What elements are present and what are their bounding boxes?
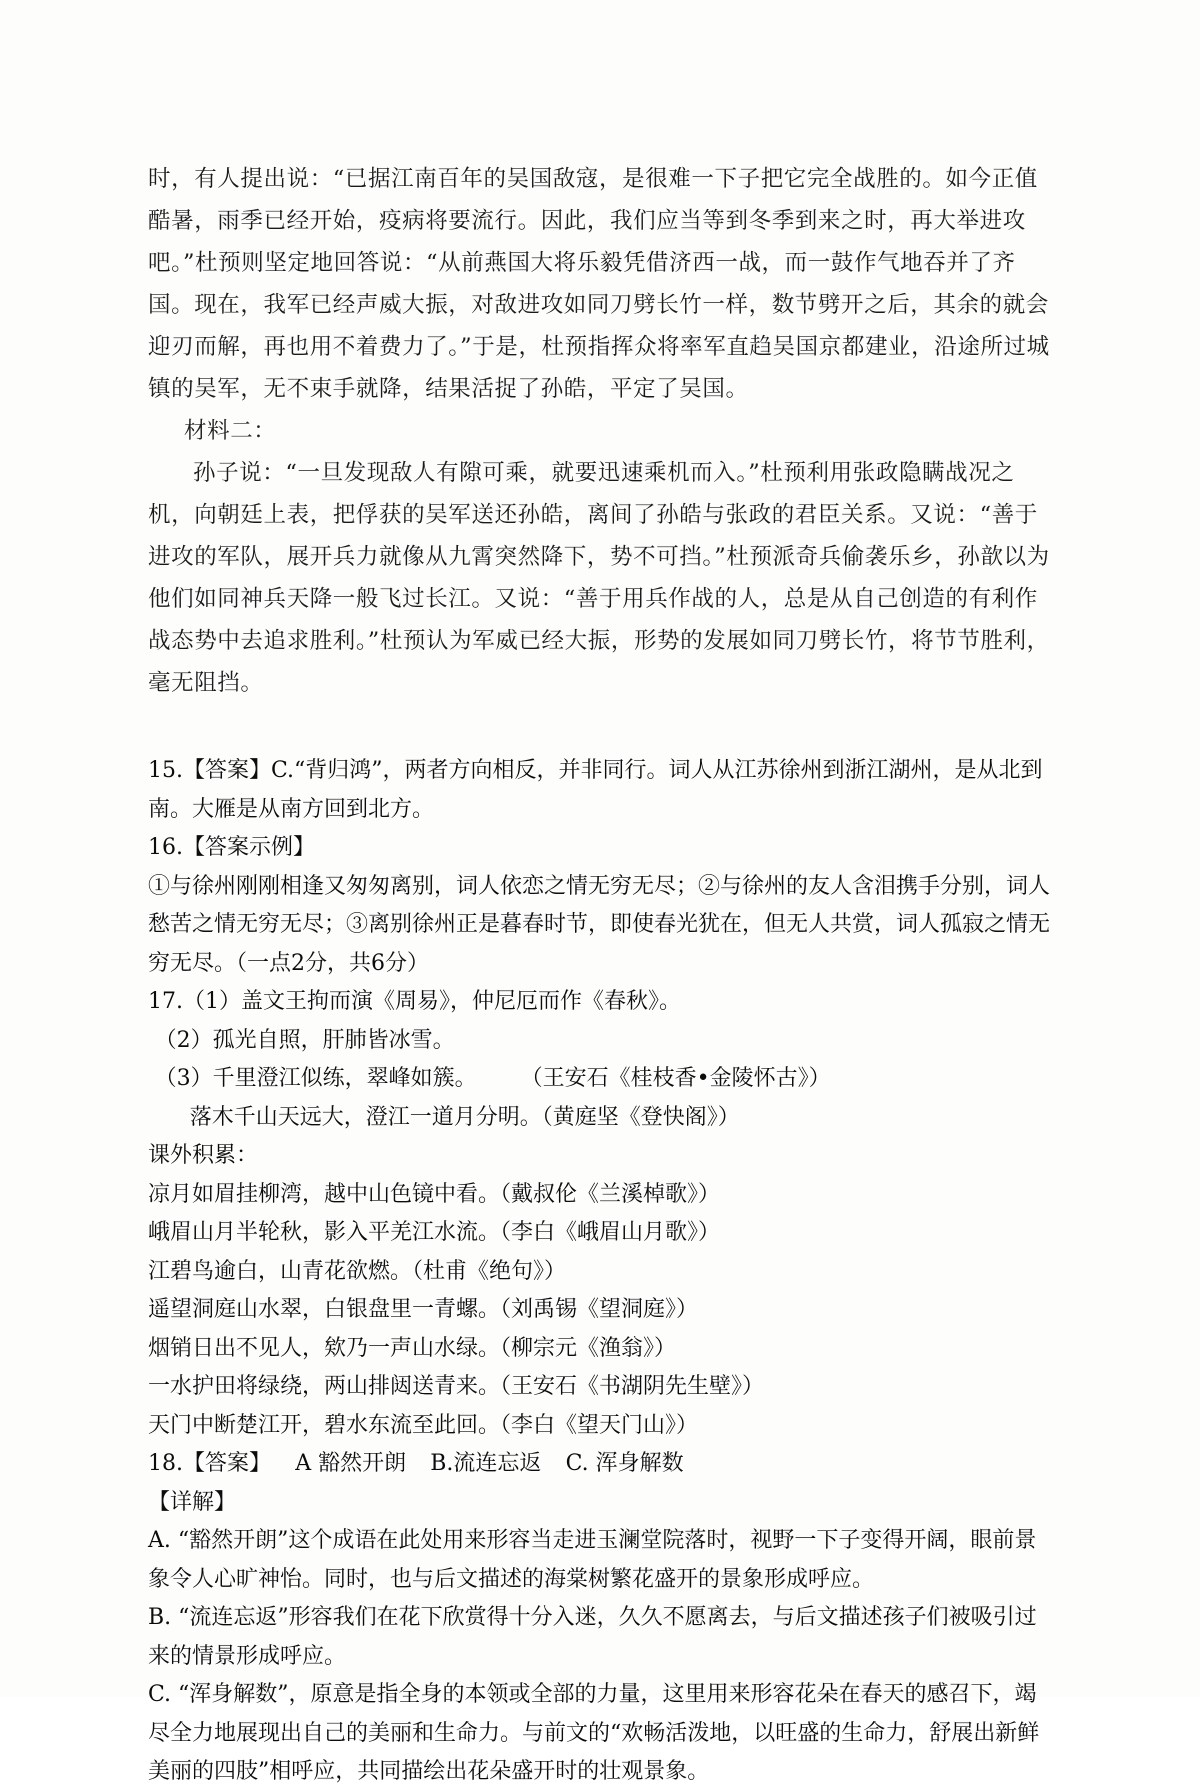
q17-extra-item: 凉月如眉挂柳湾，越中山色镜中看。（戴叔伦《兰溪棹歌》） [148, 1181, 721, 1207]
answers-section [148, 752, 1058, 1792]
q17-extra-item: 烟销日出不见人，欸乃一声山水绿。（柳宗元《渔翁》） [148, 1335, 677, 1361]
q18-detail-heading: 【详解】 [148, 1489, 237, 1515]
q17-extra-item: 一水护田将绿绕，两山排闼送青来。（王安石《书湖阴先生壁》） [148, 1374, 765, 1399]
q17-extra-item: 江碧鸟逾白，山青花欲燃。（杜甫《绝句》） [148, 1258, 567, 1284]
q17-line-4: 落木千山天远大，澄江一道月分明。（黄庭坚《登快阁》） [189, 1104, 740, 1130]
q16-answer: ①与徐州刚刚相逢又匆匆离别，词人依恋之情无穷无尽；②与徐州的友人含泪携手分别，词人愁苦之情无穷无尽；③离别徐州正是暮春时节，即使春光犹在，但无人共赏，词人孤寂之情无穷无尽。（一点2分，共6分） [148, 873, 1051, 976]
q17-extra-item: 峨眉山月半轮秋，影入平羌江水流。（李白《峨眉山月歌》） [148, 1220, 721, 1245]
q18-option-a: A 豁然开朗 [295, 1451, 407, 1476]
q18-detail-c: C. “浑身解数”，原意是指全身的本领或全部的力量，这里用来形容花朵在春天的感召下，竭尽全力地展现出自己的美丽和生命力。与前文的“欢畅活泼地，以旺盛的生命力，舒展出新鲜美丽的四肢”相呼应，共同描绘出花朵盛开时的壮观景象。 [148, 1682, 1040, 1784]
q18-detail-b: B. “流连忘返”形容我们在花下欣赏得十分入迷，久久不愿离去，与后文描述孩子们被吸引过来的情景形成呼应。 [148, 1605, 1037, 1669]
q18-prefix: 18.【答案】 [148, 1451, 271, 1476]
q17-extra-item: 天门中断楚江开，碧水东流至此回。（李白《望天门山》） [148, 1412, 699, 1438]
material-two-paragraph: 孙子说：“一旦发现敌人有隙可乘，就要迅速乘机而入。”杜预利用张政隐瞒战况之机，向朝廷上表，把俘获的吴军送还孙皓，离间了孙皓与张政的君臣关系。又说：“善于进攻的军队，展开兵力就像从九霄突然降下，势不可挡。”杜预派奇兵偷袭乐乡，孙歆以为他们如同神兵天降一般飞过长江。又说：“善于用兵作战的人，总是从自己创造的有利作战态势中去追求胜利。”杜预认为军威已经大振，形势的发展如同刀劈长竹，将节节胜利，毫无阻挡。 [148, 460, 1050, 696]
q17-extra-heading: 课外积累： [148, 1143, 259, 1168]
q16-title: 16.【答案示例】 [148, 835, 315, 860]
q18-option-c: C. 浑身解数 [565, 1451, 684, 1476]
q17-line-3 [148, 1060, 1058, 1099]
material-two-heading: 材料二： [184, 418, 277, 444]
q18-option-b: B.流连忘返 [430, 1451, 542, 1476]
q15-answer: 15.【答案】C.“背归鸿”，两者方向相反，并非同行。词人从江苏徐州到浙江湖州，是从北到南。大雁是从南方回到北方。 [148, 758, 1043, 822]
q17-extra-item: 遥望洞庭山水翠，白银盘里一青螺。（刘禹锡《望洞庭》） [148, 1297, 699, 1322]
q17-line-3-source: （王安石《桂枝香•金陵怀古》） [520, 1066, 831, 1091]
q18-answer [148, 1445, 1058, 1484]
handwritten-section [148, 158, 1058, 704]
material-one-paragraph: 时，有人提出说：“已据江南百年的吴国敌寇，是很难一下子把它完全战胜的。如今正值酷暑，雨季已经开始，疫病将要流行。因此，我们应当等到冬季到来之时，再大举进攻吧。”杜预则坚定地回答说：“从前燕国大将乐毅凭借济西一战，而一鼓作气地吞并了齐国。现在，我军已经声威大振，对敌进攻如同刀劈长竹一样，数节劈开之后，其余的就会迎刃而解，再也用不着费力了。”于是，杜预指挥众将率军直趋吴国京都建业，沿途所过城镇的吴军，无不束手就降，结果活捉了孙皓，平定了吴国。 [148, 166, 1050, 402]
q17-line-3-text: （3）千里澄江似练，翠峰如簇。 [154, 1066, 477, 1091]
page-content [148, 158, 1058, 1792]
q18-detail-a: A. “豁然开朗”这个成语在此处用来形容当走进玉澜堂院落时，视野一下子变得开阔，眼前景象令人心旷神怡。同时，也与后文描述的海棠树繁花盛开的景象形成呼应。 [148, 1528, 1037, 1592]
q17-line-2: （2）孤光自照，肝肺皆冰雪。 [154, 1027, 455, 1053]
q17-line-1: 17.（1）盖文王拘而演《周易》，仲尼厄而作《春秋》。 [148, 989, 681, 1014]
